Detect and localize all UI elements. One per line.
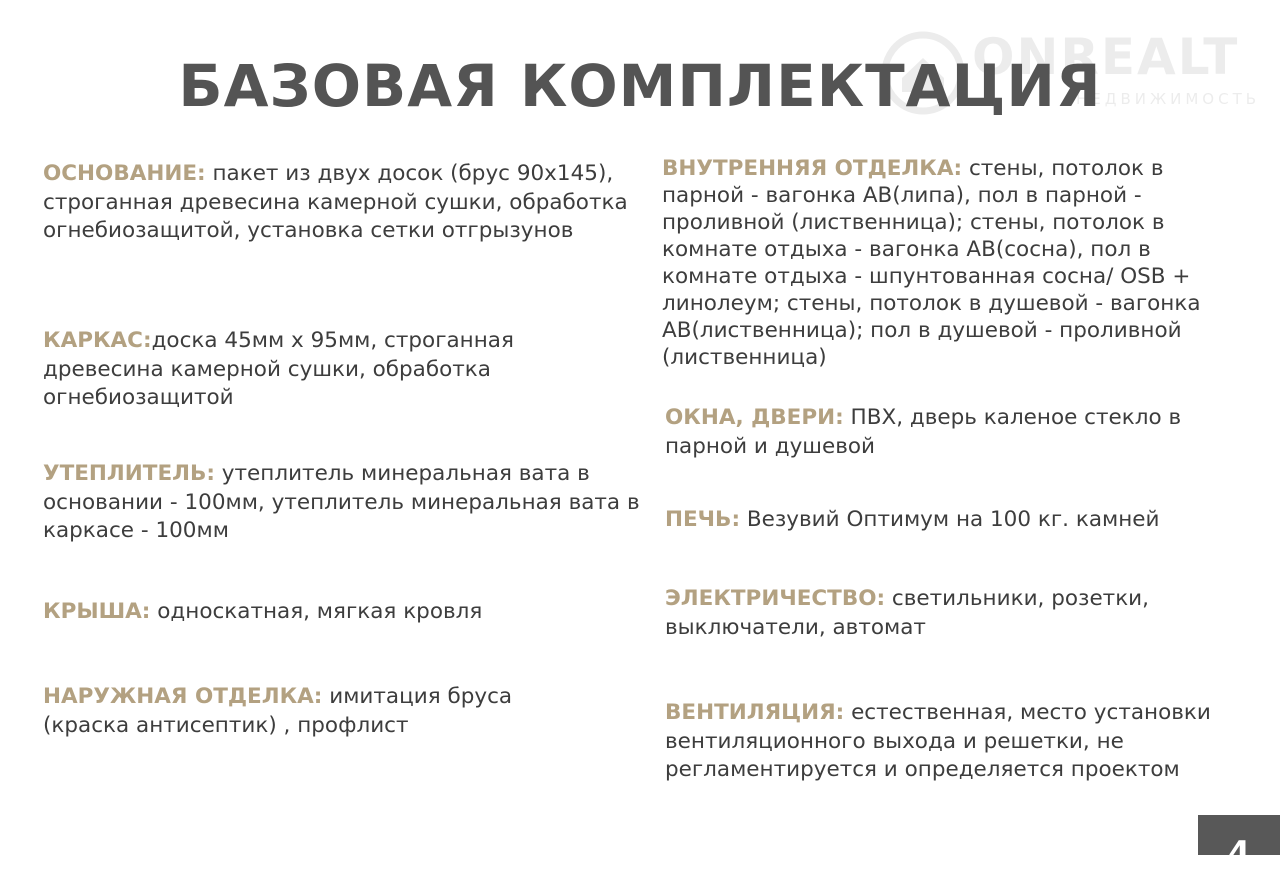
spec-text: односкатная, мягкая кровля (150, 599, 483, 624)
page-number-tab (1198, 815, 1280, 872)
spec-label: ВНУТРЕННЯЯ ОТДЕЛКА: (662, 156, 963, 181)
spec-label: ВЕНТИЛЯЦИЯ: (665, 700, 845, 725)
page-title: БАЗОВАЯ КОМПЛЕКТАЦИЯ (178, 52, 1102, 120)
spec-exterior (43, 683, 553, 740)
spec-text: доска 45мм х 95мм, строганная древесина камерной сушки, обработка огнебиозащитой (43, 328, 514, 410)
spec-label: ОСНОВАНИЕ: (43, 161, 206, 186)
spec-windows (665, 404, 1205, 461)
spec-ventilation (665, 699, 1245, 785)
spec-label: УТЕПЛИТЕЛЬ: (43, 461, 215, 486)
spec-interior (662, 155, 1252, 371)
spec-electric (665, 585, 1185, 642)
page-number: 4 (1228, 834, 1251, 872)
spec-insulation (43, 460, 643, 546)
spec-stove (665, 506, 1255, 535)
spec-label: НАРУЖНАЯ ОТДЕЛКА: (43, 684, 323, 709)
spec-text: светильники, розетки, выключатели, автомат (665, 586, 1149, 640)
watermark-subtitle: НЕДВИЖИМОСТЬ (1076, 90, 1261, 108)
spec-text: пакет из двух досок (брус 90х145), строганная древесина камерной сушки, обработка огнебиозащитой, установка сетки отгрызунов (43, 161, 628, 243)
watermark-brand: ONREALT (972, 28, 1240, 86)
spec-text: имитация бруса (краска антисептик) , профлист (43, 684, 513, 738)
spec-roof (43, 598, 633, 627)
spec-label: КРЫША: (43, 599, 151, 624)
spec-base (43, 160, 633, 246)
spec-label: ЭЛЕКТРИЧЕСТВО: (665, 586, 886, 611)
spec-text: стены, потолок в парной - вагонка АВ(липа), пол в парной - проливной (лиственница); стены, потолок в комнате отдыха - вагонка АВ(сосна), пол в комнате отдыха - шпунтованная сосна/ OSB + линолеум; стены, потолок в душевой - вагонка АВ(лиственница); пол в душевой - проливной (лиственница) (662, 156, 1201, 370)
spec-label: ПЕЧЬ: (665, 507, 741, 532)
spec-text: Везувий Оптимум на 100 кг. камней (740, 507, 1160, 532)
spec-frame (43, 327, 553, 413)
spec-text: естественная, место установки вентиляционного выхода и решетки, не регламентируется и определяется проектом (665, 700, 1211, 782)
spec-text: утеплитель минеральная вата в основании - 100мм, утеплитель минеральная вата в каркасе - 100мм (43, 461, 640, 543)
spec-label: КАРКАС: (43, 328, 152, 353)
spec-text: ПВХ, дверь каленое стекло в парной и душевой (665, 405, 1182, 459)
spec-label: ОКНА, ДВЕРИ: (665, 405, 844, 430)
